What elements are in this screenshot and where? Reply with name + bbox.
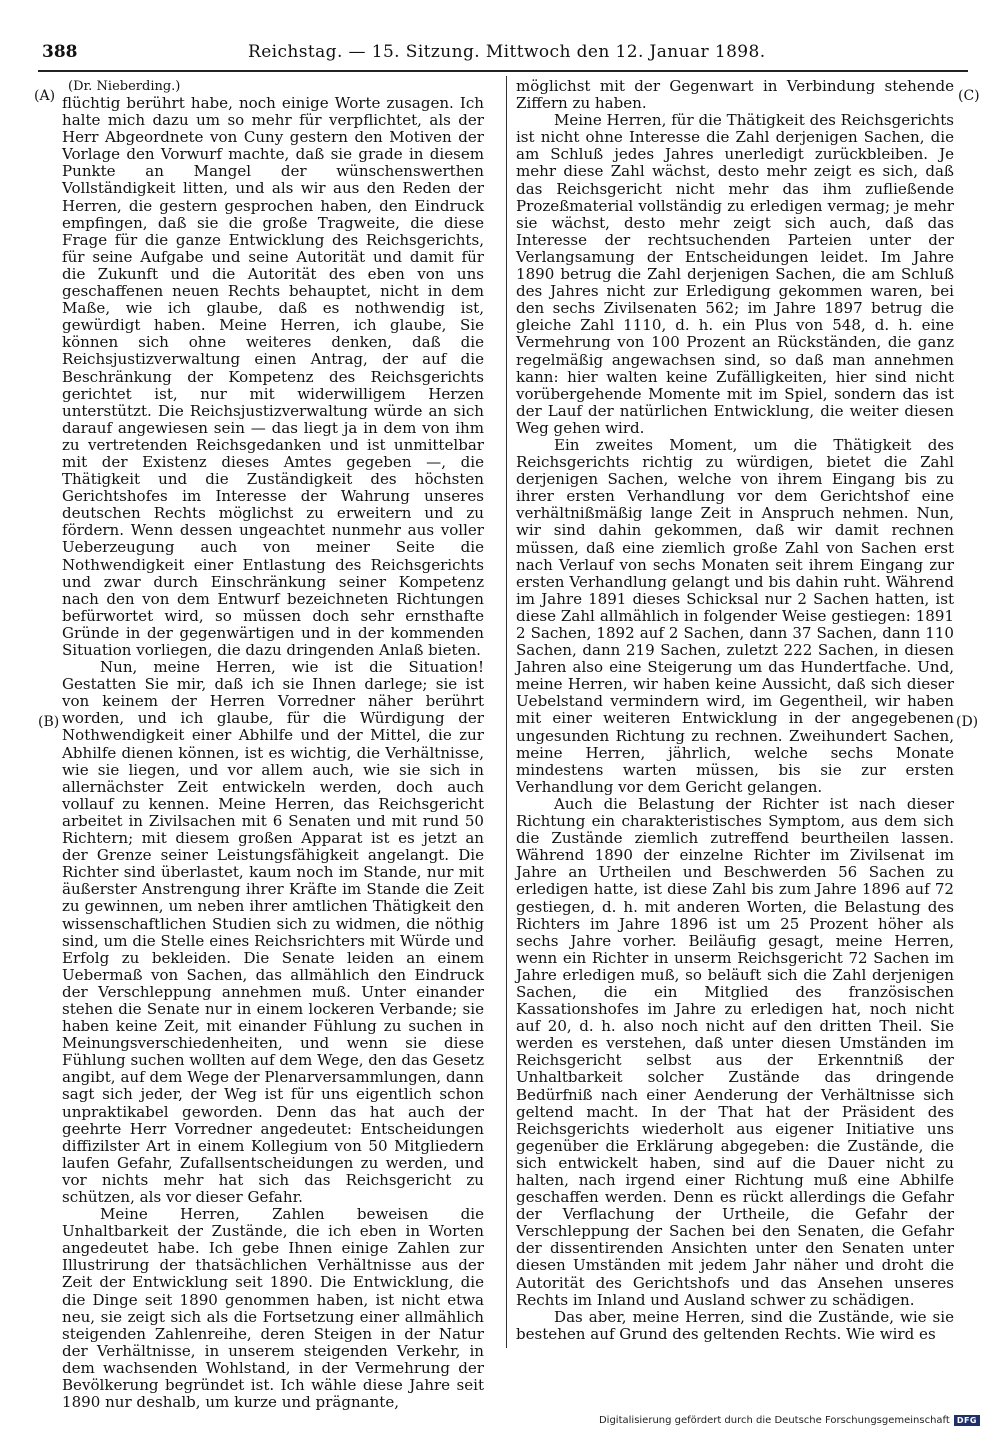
right-column (516, 78, 954, 1343)
left-column (62, 78, 484, 1411)
margin-mark-d: (D) (956, 714, 979, 730)
left-paragraph-3: Meine Herren, Zahlen beweisen die Unhaltbarkeit der Zustände, die ich eben in Worten angedeutet habe. Ich gebe Ihnen einige Zahlen zur Illustrirung der thatsächlichen Verhältnisse aus der Zeit der Entwicklung seit 1890. Die Entwicklung, die die Dinge seit 1890 genommen haben, ist nicht etwa neu, sie zeigt sich als die Fortsetzung einer allmählich steigenden Zahlenreihe, deren Steigen in der Natur der Verhältnisse, in unserem steigenden Verkehr, in dem wachsenden Wohlstand, in der Vermehrung der Bevölkerung begründet ist. Ich wähle diese Jahre seit 1890 nur deshalb, um kurze und prägnante, (62, 1205, 484, 1412)
dfg-logo: DFG (954, 1415, 980, 1426)
right-paragraph-2: Meine Herren, für die Thätigkeit des Reichsgerichts ist nicht ohne Interesse die Zahl derjenigen Sachen, die am Schluß jedes Jahres unerledigt zurückbleiben. Je mehr diese Zahl wächst, desto mehr zeigt es sich, daß das Reichsgericht nicht mehr das ihm zufließende Prozeßmaterial vollständig zu erledigen vermag; je mehr sie wächst, desto mehr zeigt sich auch, daß das Interesse der rechtsuchenden Parteien unter der Verlangsamung der Entscheidungen leidet. Im Jahre 1890 betrug die Zahl derjenigen Sachen, die am Schluß des Jahres nicht zur Erledigung gekommen waren, bei den sechs Zivilsenaten 562; im Jahre 1897 betrug die gleiche Zahl 1110, d. h. ein Plus von 548, d. h. eine Vermehrung von 100 Prozent an Rückständen, die ganz regelmäßig angewachsen sind, so daß man annehmen kann: hier walten keine Zufälligkeiten, hier sind nicht vorübergehende Momente mit im Spiel, sondern das ist der Lauf der natürlichen Entwicklung, die weiter diesen Weg gehen wird. (516, 111, 954, 437)
margin-mark-b: (B) (38, 714, 60, 730)
page-number: 388 (42, 42, 78, 62)
speaker-label: (Dr. Nieberding.) (68, 79, 181, 94)
column-divider (506, 76, 507, 1348)
right-paragraph-3: Ein zweites Moment, um die Thätigkeit des Reichsgerichts richtig zu würdigen, bietet die Zahl derjenigen Sachen, welche von ihrem Eingang bis zu ihrer ersten Verhandlung vor dem Gerichtshof eine verhältnißmäßig lange Zeit in Anspruch nehmen. Nun, wir sind dahin gekommen, daß wir damit rechnen müssen, daß eine ziemlich große Zahl von Sachen erst nach Verlauf von sechs Monaten seit ihrem Eingang zur ersten Verhandlung gelangt und bis dahin ruht. Während im Jahre 1891 dieses Schicksal nur 2 Sachen hatten, ist diese Zahl allmählich in folgender Weise gestiegen: 1891 2 Sachen, 1892 auf 2 Sachen, dann 37 Sachen, dann 110 Sachen, dann 219 Sachen, zuletzt 222 Sachen, in diesen Jahren also eine Steigerung um das Hundertfache. Und, meine Herren, wir haben keine Aussicht, daß sich dieser Uebelstand vermindern wird, im Gegentheil, wir haben mit einer weiteren Entwicklung in der angegebenen ungesunden Richtung zu rechnen. Zweihundert Sachen, meine Herren, jährlich, welche sechs Monate mindestens warten müssen, bis sie zur ersten Verhandlung vor dem Gericht gelangen. (516, 435, 954, 796)
right-paragraph-4: Auch die Belastung der Richter ist nach dieser Richtung ein charakteristisches Symptom, aus dem sich die Zustände ziemlich zutreffend beurtheilen lassen. Während 1890 der einzelne Richter im Zivilsenat im Jahre an Urtheilen und Beschwerden 56 Sachen zu erledigen hatte, ist diese Zahl bis zum Jahre 1896 auf 72 gestiegen, d. h. mit anderen Worten, die Belastung des Richters im Jahre 1896 ist um 25 Prozent höher als sechs Jahre vorher. Beiläufig gesagt, meine Herren, wenn ein Richter in unserm Reichsgericht 72 Sachen im Jahre erledigen muß, so beläuft sich die Zahl derjenigen Sachen, die ein Mitglied des französischen Kassationshofes im Jahre zu erledigen hat, noch nicht auf 20, d. h. also noch nicht auf den dritten Theil. Sie werden es verstehen, daß unter diesen Umständen im Reichsgericht selbst aus der Erkenntniß der Unhaltbarkeit solcher Zustände das dringende Bedürfniß nach einer Aenderung der Verhältnisse sich geltend macht. In der That hat der Präsident des Reichsgerichts wiederholt aus eigener Initiative uns gegenüber die Erklärung abgegeben: die Zustände, die sich entwickelt haben, sind auf die Dauer nicht zu halten, nach irgend einer Richtung muß eine Abhilfe geschaffen werden. Denn es rückt allerdings die Gefahr der Verflachung der Urtheile, die Gefahr der Verschleppung der Sachen bei den Senaten, die Gefahr der dissentirenden Ansichten unter den Senaten unter diesen Umständen mit jedem Jahr näher und droht die Autorität des Gerichtshofs und das Ansehen unseres Rechts im Inland und Ausland schwer zu schädigen. (516, 794, 954, 1309)
right-paragraph-5: Das aber, meine Herren, sind die Zustände, wie sie bestehen auf Grund des geltenden Rechts. Wie wird es (516, 1307, 954, 1343)
running-title: Reichstag. — 15. Sitzung. Mittwoch den 12. Januar 1898. (248, 42, 766, 62)
left-paragraph-2: Nun, meine Herren, wie ist die Situation! Gestatten Sie mir, daß ich sie Ihnen darlege; sie ist von keinem der Herren Vorredner näher berührt worden, und ich glaube, für die Würdigung der Nothwendigkeit einer Abhilfe und der Mittel, die zur Abhilfe dienen können, ist es wichtig, die Verhältnisse, wie sie liegen, und vor allem auch, wie sie sich in allernächster Zeit entwickeln werden, doch auch vollauf zu kennen. Meine Herren, das Reichsgericht arbeitet in Zivilsachen mit 6 Senaten und mit rund 50 Richtern; mit diesem großen Apparat ist es jetzt an der Grenze seiner Leistungsfähigkeit angelangt. Die Richter sind überlastet, kaum noch im Stande, nur mit äußerster Anstrengung ihrer Kräfte im Stande die Zeit zu gewinnen, um neben ihrer amtlichen Thätigkeit den wissenschaftlichen Studien sich zu widmen, die nöthig sind, um die Stelle eines Reichsrichters mit Würde und Erfolg zu bekleiden. Die Senate leiden an einem Uebermaß von Sachen, das allmählich den Eindruck der Verschleppung annehmen muß. Unter einander stehen die Senate nur in einem lockeren Verbande; sie haben keine Zeit, mit einander Fühlung zu suchen in Meinungsverschiedenheiten, und wenn sie diese Fühlung suchen wollten auf dem Wege, den das Gesetz angibt, auf dem Wege der Plenarversammlungen, dann sagt sich jeder, der Weg ist für uns eigentlich schon unpraktikabel geworden. Denn das hat auch der geehrte Herr Vorredner angedeutet: Entscheidungen diffizilster Art in einem Kollegium von 50 Mitgliedern laufen Gefahr, Zufallsentscheidungen zu werden, und vor nichts mehr hat sich das Reichsgericht zu schützen, als vor dieser Gefahr. (62, 658, 484, 1206)
digitization-credit (599, 1415, 980, 1426)
credit-text: Digitalisierung gefördert durch die Deutsche Forschungsgemeinschaft (598, 1415, 950, 1426)
page-header (38, 40, 968, 72)
right-paragraph-1: möglichst mit der Gegenwart in Verbindung stehende Ziffern zu haben. (516, 77, 954, 113)
left-paragraph-1: flüchtig berührt habe, noch einige Worte zusagen. Ich halte mich dazu um so mehr für verpflichtet, als der Herr Abgeordnete von Cuny gestern den Motiven der Vorlage den Vorwurf machte, daß sie grade in diesem Punkte an Mangel der wünschenswerthen Vollständigkeit litten, und als wir aus den Reden der Herren, die gestern gesprochen haben, den Eindruck empfingen, daß sie die große Tragweite, die diese Frage für die ganze Entwicklung des Reichsgerichts, für seine Aufgabe und seine Autorität und damit für die Zukunft und die Autorität des eben von uns geschaffenen neuen Rechts behauptet, nicht in dem Maße, wie ich glaube, daß es nothwendig ist, gewürdigt haben. Meine Herren, ich glaube, Sie können sich ohne weiteres denken, daß die Reichsjustizverwaltung einen Antrag, der auf die Beschränkung der Kompetenz des Reichsgerichts gerichtet ist, nur mit widerwilligem Herzen unterstützt. Die Reichsjustizverwaltung würde an sich darauf angewiesen sein — das liegt ja in dem von ihm zu vertretenden Reichsgedanken und ist unmittelbar mit der Existenz dieses Amtes gegeben —, die Thätigkeit und die Zuständigkeit des höchsten Gerichtshofes im Interesse der Wahrung unseres deutschen Rechts möglichst zu erweitern und zu fördern. Wenn dessen ungeachtet nunmehr aus voller Ueberzeugung auch von meiner Seite die Nothwendigkeit einer Entlastung des Reichsgerichts und zwar durch Einschränkung seiner Kompetenz nach den von dem Entwurf bezeichneten Richtungen befürwortet wird, so müssen doch sehr ernsthafte Gründe in der gegenwärtigen und in der kommenden Situation vorliegen, die dazu dringenden Anlaß bieten. (62, 94, 484, 659)
margin-mark-c: (C) (958, 88, 980, 104)
margin-mark-a: (A) (34, 88, 56, 104)
